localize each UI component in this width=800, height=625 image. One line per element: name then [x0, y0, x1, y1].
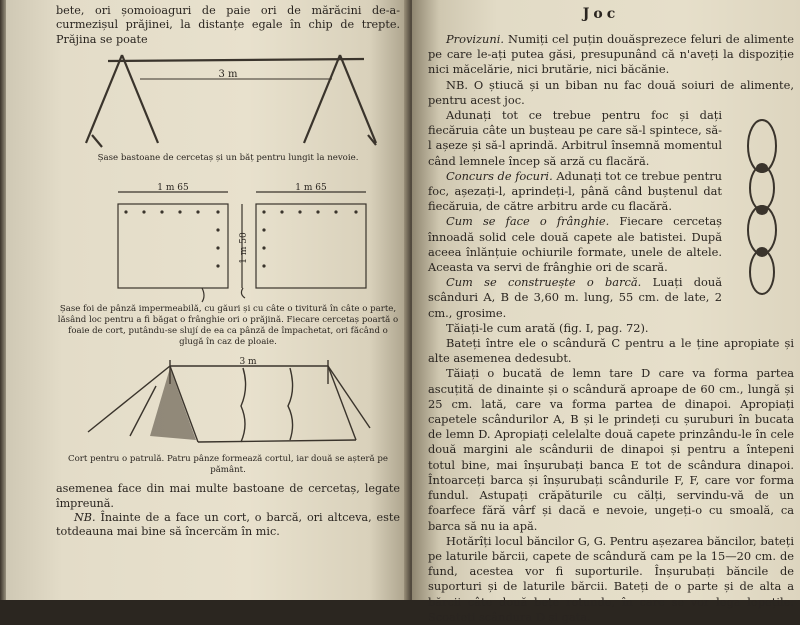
barca-text: Luați două scânduri A, B de 3,60 m. lung, 55 cm. de late, 2 cm., grosime.	[428, 275, 723, 320]
left-page	[6, 0, 410, 600]
patrol-tent-figure	[78, 354, 378, 454]
nb-paragraph: NB. O știucă și un biban nu fac două soiuri de alimente, pentru acest joc.	[428, 77, 794, 107]
knotted-handkerchief-chain-figure	[732, 118, 792, 298]
patrol-tent-caption: Cort pentru o patrulă. Patru pânze formează cortul, iar două se așteră pe pământ.	[68, 454, 388, 476]
tent-sheets-figure	[78, 182, 378, 302]
concurs-label: Concurs de focuri.	[446, 168, 553, 183]
chain-wrapped-text	[428, 108, 722, 321]
provizii-paragraph	[428, 32, 794, 78]
provizii-label: Provizuni.	[446, 32, 504, 46]
left-nb-text: Înainte de a face un cort, o barcă, ori altceva, este totdeauna mai bine să încercăm în mic.	[56, 511, 400, 539]
ladder-length-label: 3 m	[218, 69, 238, 81]
concurs-text: Adunați tot ce trebue pentru foc, așezați-l, aprindeți-l, până când buștenul dat fiecăruia, de către arbitru arde cu flacără.	[428, 168, 722, 214]
left-nb-label: NB.	[74, 511, 96, 525]
ladder-caption: Șase bastoane de cercetaș și un băț pentru lungit la nevoie.	[97, 153, 359, 164]
sheet-width-label-left: 1 m 65	[157, 183, 189, 194]
barca-paragraph	[428, 275, 722, 321]
ladder-figure	[78, 47, 378, 147]
left-top-text: bete, ori șomoioaguri de paie ori de mărăcini de-a-curmezișul prăjinei, la distanțe egale în chip de trepte. Prăjina se poate	[56, 4, 400, 46]
right-page	[412, 0, 800, 624]
barca-label: Cum se construește o barcă.	[446, 275, 642, 290]
adunati-paragraph: Adunați tot ce trebue pentru foc și dați fiecăruia câte un bușteau pe care să-l spintece, să-l așeze și să-l aprindă. Arbitrul însemnă momentul când lemnele încep să arză cu flacără.	[428, 108, 722, 168]
bateti-paragraph: Bateți între ele o scândură C pentru a le ține apropiate și alte asemenea dedesubt.	[428, 336, 794, 366]
tent-sheets-caption: Șase foi de pânză impermeabilă, cu găuri și cu câte o tivitură în câte o parte, lăsând loc pentru a fi băgat o frânghie ori o prăjină. Fiecare cercetaș poartă o foaie de cort, putându-se slují de ea ca pânză de împachetat, ori făcând o glugă în caz de ploaie.	[57, 304, 399, 348]
patrol-tent-length-label: 3 m	[239, 357, 257, 368]
franghie-paragraph	[428, 214, 722, 275]
page-title: Joc	[582, 6, 620, 22]
hotariti-paragraph: Hotărîți locul băncilor G, G. Pentru așezarea băncilor, bateți pe laturile bărcii, capete de scândură cam pe la 15—20 cm. de fund, acestea vor fi suporturile. Înșurubați băncile de suporturi și de laturile bărcii. Bateți de o parte și de alta a bărcii câte două bețe rotunde, în care se vor lega lopețile. Scoateți scândura D și gata.	[428, 533, 794, 624]
left-paragraph-2	[56, 511, 400, 540]
left-paragraph-1: asemenea face din mai multe bastoane de cercetaș, legate împreună.	[56, 482, 400, 510]
franghie-label: Cum se face o frânghie.	[446, 214, 610, 229]
taiati-paragraph: Tăiați-le cum arată (fig. I, pag. 72).	[446, 320, 649, 335]
bucata-paragraph: Tăiați o bucată de lemn tare D care va forma partea ascuțită de dinainte și o scândură aproape de 60 cm., lungă și 25 cm. lată, care va forma partea de dinapoi. Apropiați capetele scândurilor A, B și le prindeți cu șuruburi în bucata de lemn D. Apropiați celelalte două capete prinzându-le în cele două margini ale scândurii de dinapoi și pentru a întepeni totul bine, mai înșurubați banca E tot de scândura dinapoi. Întoarceți barca și înșurubați scândurile F, F, care vor forma fundul. Astupați crăpăturile cu călți, servindu-vă de un foarfece fără vârf și dacă e nevoie, ungeți-o cu smoală, ca barca să nu ia apă.	[428, 366, 794, 533]
provizii-text: Numiți cel puțin douăsprezece feluri de alimente pe care le-ați putea găsi, presupunând că n'aveți la dispoziție nici măcelărie, nici brutărie, nici băcănie.	[428, 32, 794, 77]
sheet-height-label: 1 m 50	[239, 232, 249, 264]
concurs-paragraph	[428, 169, 722, 215]
sheet-width-label-right: 1 m 65	[295, 183, 327, 194]
franghie-text: Fiecare cercetaș înnoadă solid cele două capete ale batistei. După aceea înlănțuie ochiurile formate, unele de altele. Aceasta va servi de frânghie ori de scară.	[428, 214, 723, 275]
